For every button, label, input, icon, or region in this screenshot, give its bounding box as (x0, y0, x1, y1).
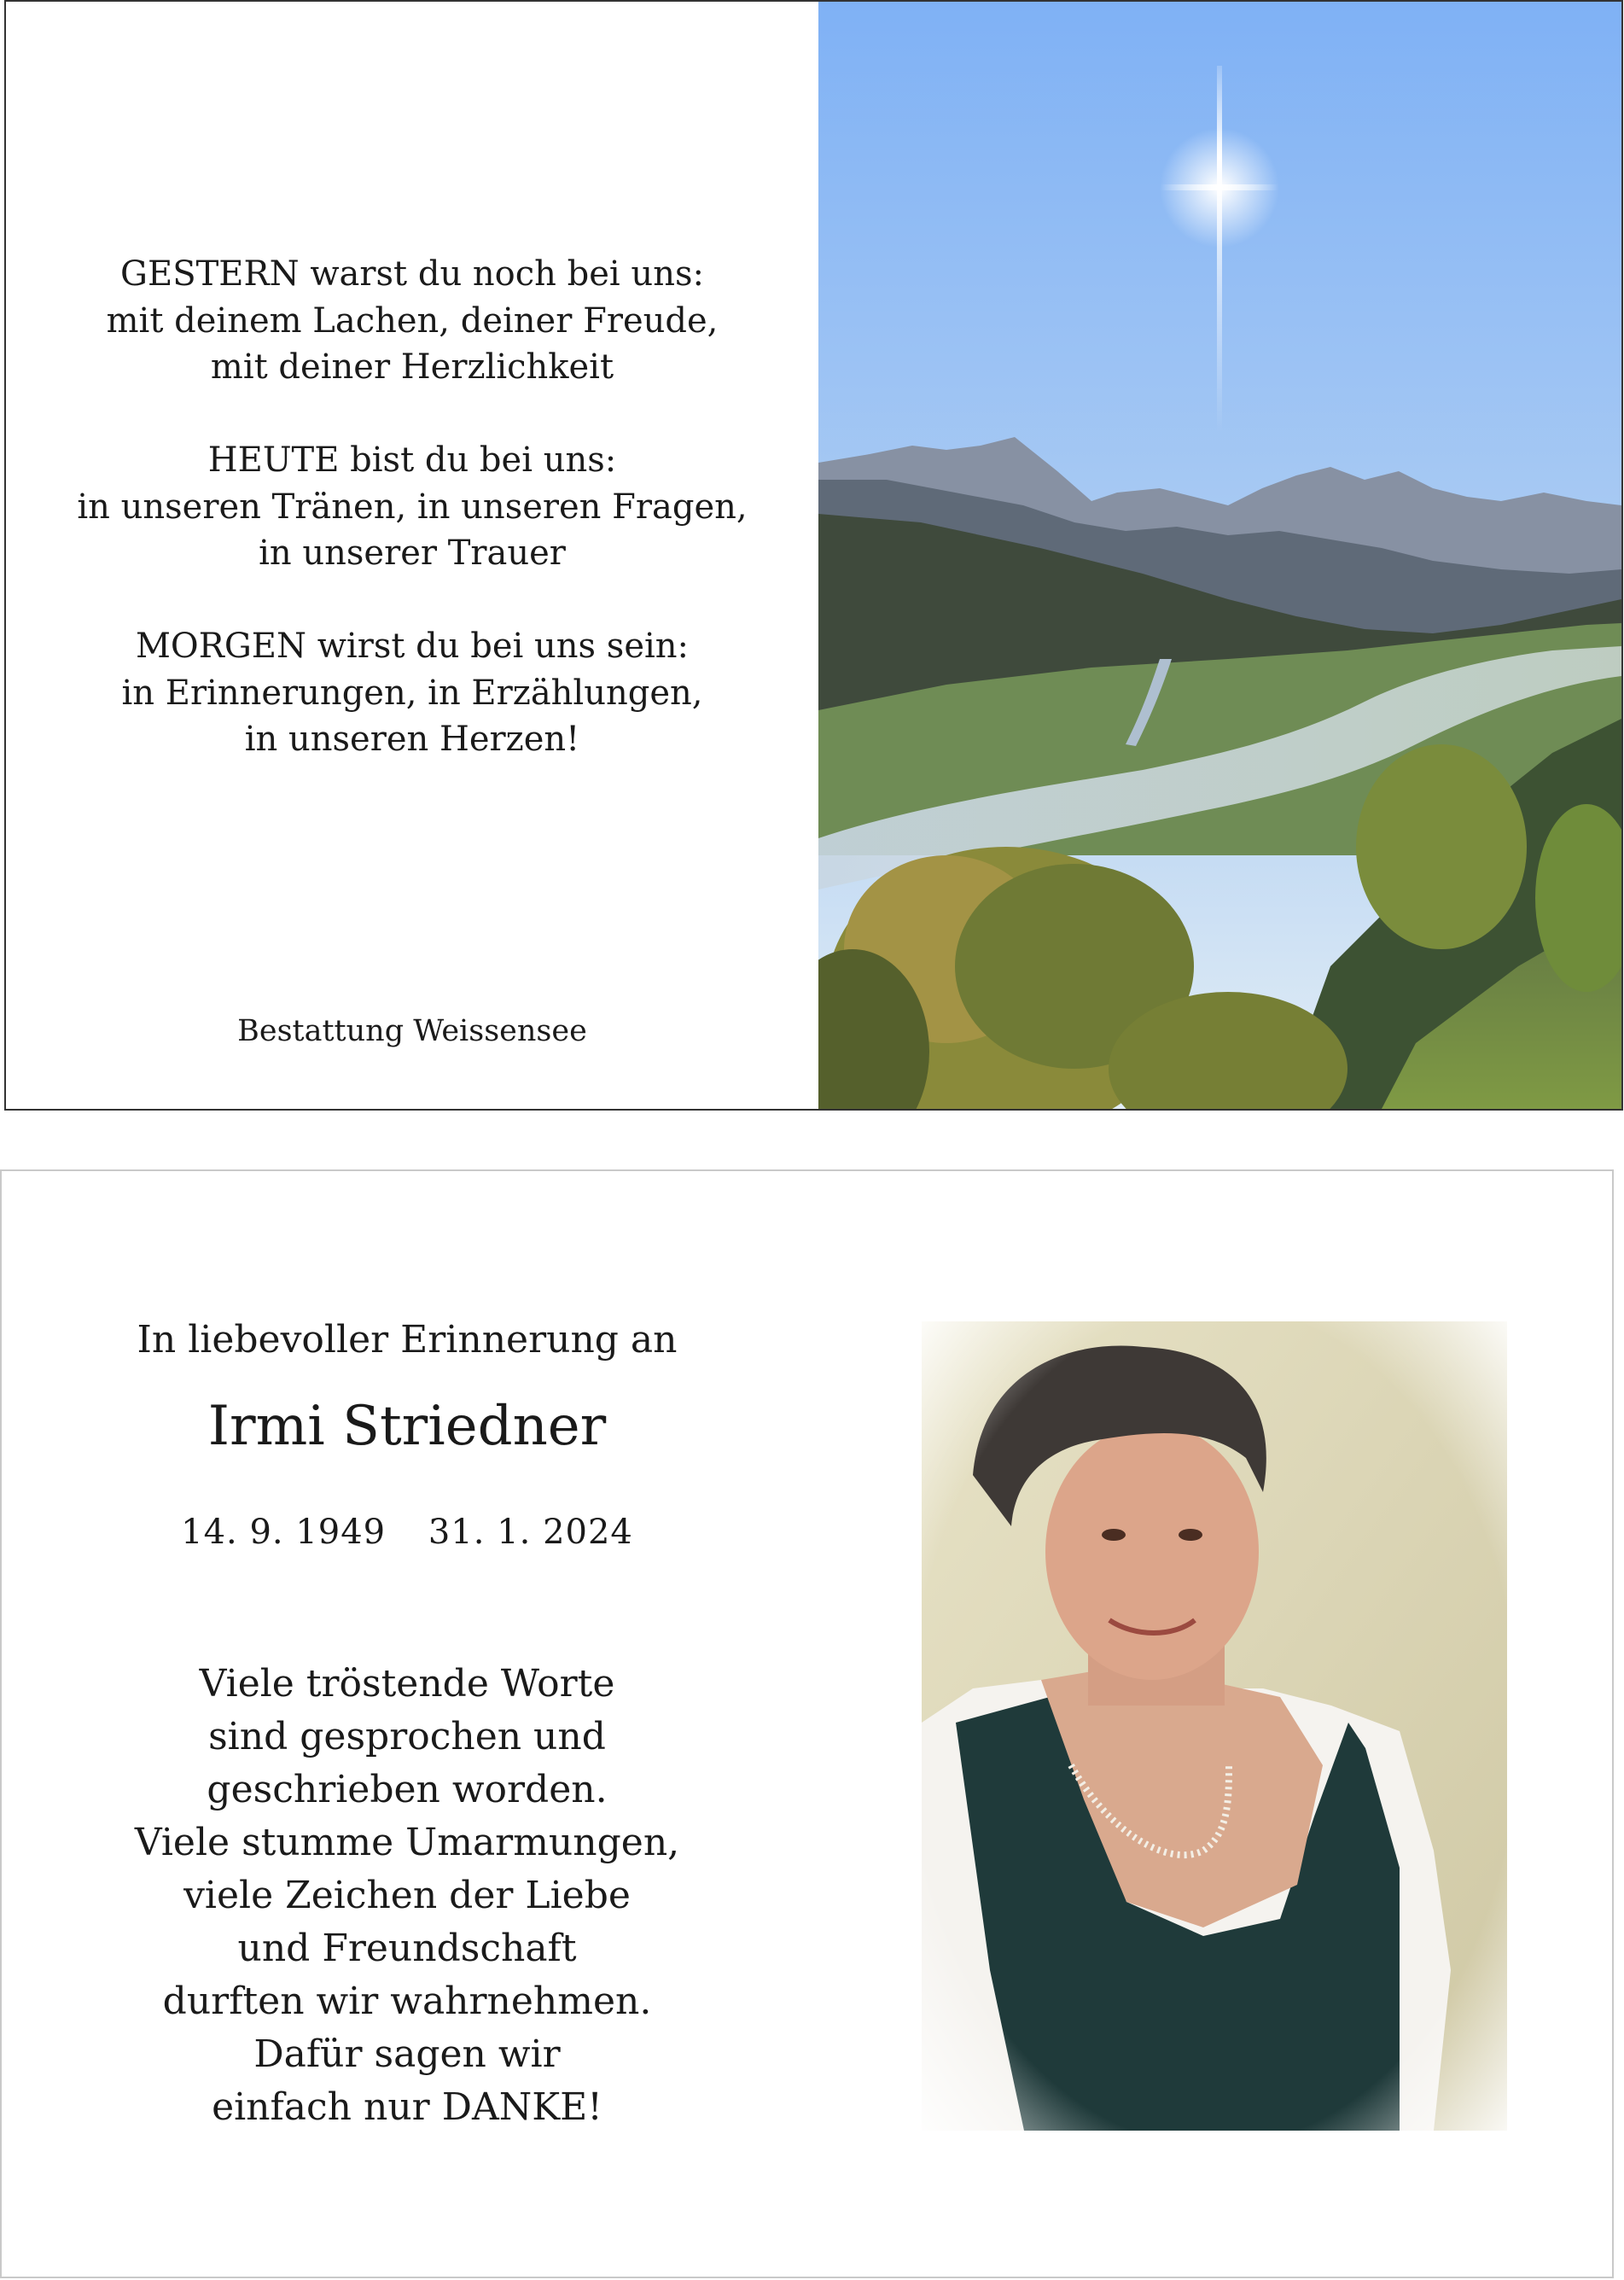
birth-date: 14. 9. 1949 (181, 1513, 387, 1552)
thanks-line: sind gesprochen und (208, 1715, 606, 1758)
poem-line: in unserer Trauer (259, 534, 566, 573)
life-dates (2, 1513, 812, 1552)
portrait-photo (922, 1321, 1507, 2131)
thanks-line: Viele stumme Umarmungen, (134, 1821, 680, 1864)
thanks-line: viele Zeichen der Liebe (183, 1874, 631, 1917)
mountain-valley-cross-photo (818, 2, 1621, 1109)
thanks-line: Dafür sagen wir (253, 2032, 561, 2076)
deceased-name: Irmi Striedner (207, 1395, 607, 1458)
poem-line: MORGEN wirst du bei uns sein: (135, 627, 690, 666)
poem-line: HEUTE bist du bei uns: (207, 440, 617, 480)
poem-line: mit deinem Lachen, deiner Freude, (106, 300, 719, 341)
poem-stanza-tomorrow (6, 623, 818, 763)
thanks-line: durften wir wahrnehmen. (162, 1980, 652, 2023)
thanks-line: geschrieben worden. (207, 1768, 608, 1811)
poem-panel (6, 2, 818, 1109)
thanks-text (2, 1658, 812, 2134)
poem (6, 251, 818, 809)
poem-line: in Erinnerungen, in Erzählungen, (121, 673, 703, 713)
memorial-intro: In liebevoller Erinnerung an (137, 1318, 678, 1362)
poem-stanza-today (6, 437, 818, 577)
death-date: 31. 1. 2024 (428, 1513, 633, 1552)
poem-line: GESTERN warst du noch bei uns: (120, 254, 704, 294)
thanks-line: Viele tröstende Worte (199, 1662, 615, 1706)
thanks-line: einfach nur DANKE! (212, 2085, 602, 2129)
undertaker-name: Bestattung Weissensee (237, 1014, 587, 1048)
poem-line: in unseren Tränen, in unseren Fragen, (77, 487, 748, 527)
poem-stanza-yesterday (6, 251, 818, 391)
thanks-line: und Freundschaft (237, 1927, 577, 1970)
poem-line: in unseren Herzen! (244, 720, 580, 759)
memorial-card-front (4, 0, 1623, 1111)
poem-line: mit deiner Herzlichkeit (210, 347, 614, 387)
memorial-card-back (0, 1169, 1614, 2278)
